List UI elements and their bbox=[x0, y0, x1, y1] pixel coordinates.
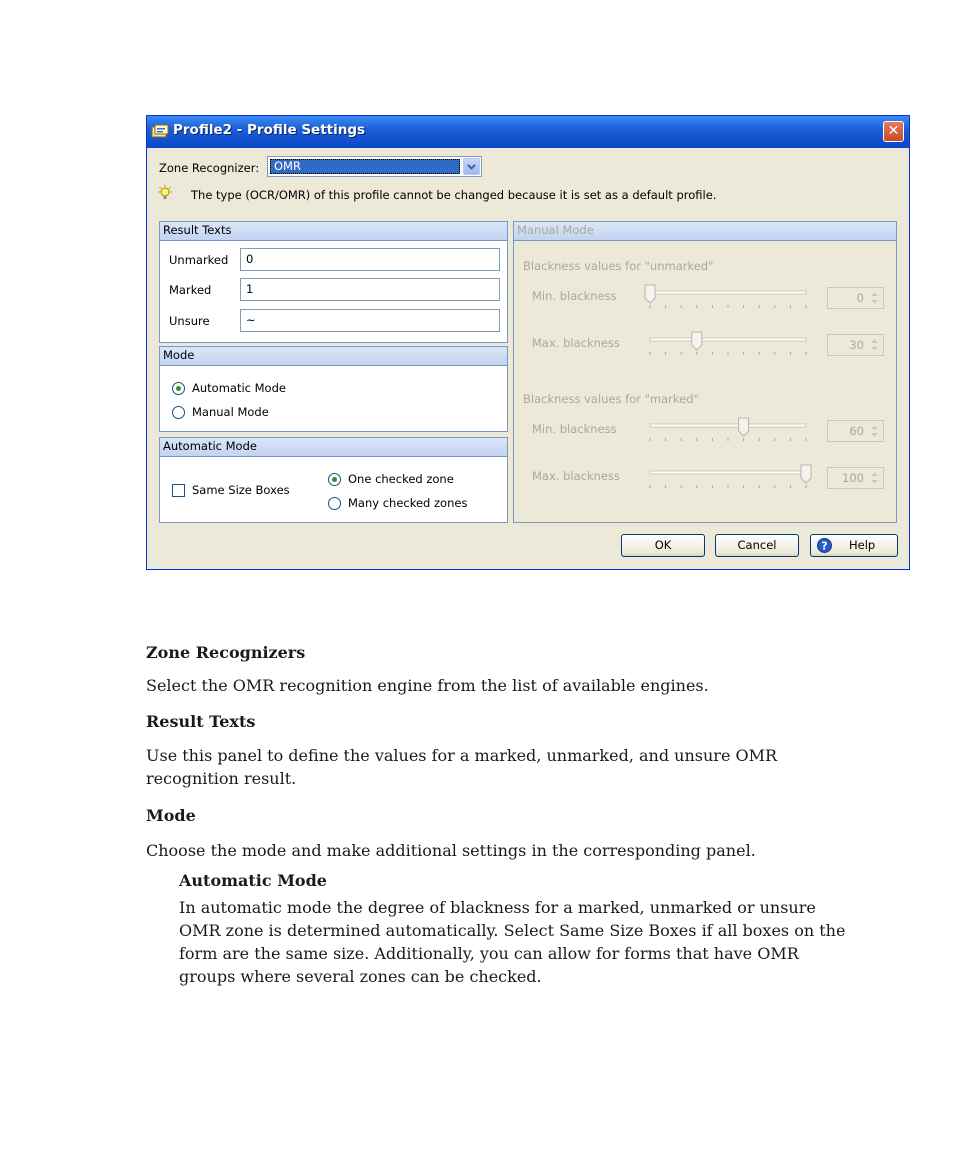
marked-max-label: Max. blackness bbox=[532, 469, 620, 483]
combo-dropdown-button[interactable] bbox=[463, 158, 480, 175]
marked-min-value: 60 bbox=[849, 424, 864, 438]
manual-mode-panel bbox=[513, 221, 897, 523]
close-icon: ✕ bbox=[887, 123, 900, 139]
result-texts-heading: Result Texts bbox=[160, 222, 507, 241]
one-checked-zone-label[interactable]: One checked zone bbox=[348, 472, 454, 486]
marked-max-value: 100 bbox=[842, 471, 864, 485]
slider-graphic bbox=[644, 417, 812, 447]
slider-track bbox=[650, 471, 806, 474]
marked-max-slider[interactable] bbox=[644, 464, 812, 494]
mode-panel bbox=[159, 346, 508, 432]
spin-arrows-icon bbox=[868, 470, 881, 486]
result-texts-text-line2: recognition result. bbox=[146, 769, 297, 788]
cancel-button[interactable]: Cancel bbox=[715, 534, 799, 557]
unmarked-max-label: Max. blackness bbox=[532, 336, 620, 350]
marked-min-spinner[interactable] bbox=[827, 420, 884, 442]
svg-text:?: ? bbox=[821, 539, 828, 553]
mode-text: Choose the mode and make additional settings in the corresponding panel. bbox=[146, 841, 756, 860]
automatic-mode-text-line4: groups where several zones can be checked. bbox=[179, 967, 542, 986]
unsure-input[interactable]: ~ bbox=[240, 309, 500, 332]
one-checked-zone-radio[interactable] bbox=[328, 473, 341, 486]
automatic-mode-text-line3: form are the same size. Additionally, you can allow for forms that have OMR bbox=[179, 944, 799, 963]
unmarked-input[interactable]: 0 bbox=[240, 248, 500, 271]
spin-arrows-icon bbox=[868, 337, 881, 353]
mode-doc-heading: Mode bbox=[146, 806, 196, 825]
slider-thumb[interactable] bbox=[739, 418, 749, 436]
marked-input[interactable]: 1 bbox=[240, 278, 500, 301]
slider-track bbox=[650, 424, 806, 427]
zone-recognizer-label: Zone Recognizer: bbox=[159, 161, 260, 175]
slider-thumb[interactable] bbox=[692, 332, 702, 350]
automatic-mode-heading: Automatic Mode bbox=[160, 438, 507, 457]
slider-thumb[interactable] bbox=[645, 285, 655, 303]
zone-recognizers-heading: Zone Recognizers bbox=[146, 643, 306, 662]
dialog-title: Profile2 - Profile Settings bbox=[173, 122, 366, 138]
automatic-mode-text-line1: In automatic mode the degree of blackness for a marked, unmarked or unsure bbox=[179, 898, 816, 917]
many-checked-zones-label[interactable]: Many checked zones bbox=[348, 496, 468, 510]
title-bar[interactable] bbox=[147, 116, 909, 148]
automatic-mode-radio[interactable] bbox=[172, 382, 185, 395]
automatic-mode-label[interactable]: Automatic Mode bbox=[192, 381, 286, 395]
zone-recognizer-select[interactable] bbox=[267, 156, 482, 177]
unsure-label: Unsure bbox=[169, 314, 210, 328]
automatic-mode-text-line2: OMR zone is determined automatically. Select Same Size Boxes if all boxes on the bbox=[179, 921, 846, 940]
help-icon bbox=[817, 538, 832, 553]
result-texts-doc-heading: Result Texts bbox=[146, 712, 256, 731]
manual-mode-radio[interactable] bbox=[172, 406, 185, 419]
unmarked-min-spinner[interactable] bbox=[827, 287, 884, 309]
slider-graphic bbox=[644, 464, 812, 494]
same-size-boxes-label[interactable]: Same Size Boxes bbox=[192, 483, 290, 497]
ok-button[interactable]: OK bbox=[621, 534, 705, 557]
unmarked-min-slider[interactable] bbox=[644, 284, 812, 314]
slider-graphic bbox=[644, 331, 812, 361]
close-button[interactable] bbox=[883, 121, 904, 142]
unmarked-label: Unmarked bbox=[169, 253, 229, 267]
marked-label: Marked bbox=[169, 283, 212, 297]
settings-window-icon bbox=[151, 124, 169, 138]
marked-max-spinner[interactable] bbox=[827, 467, 884, 489]
chevron-down-icon bbox=[464, 159, 479, 174]
unmarked-max-slider[interactable] bbox=[644, 331, 812, 361]
many-checked-zones-radio[interactable] bbox=[328, 497, 341, 510]
mode-heading: Mode bbox=[160, 347, 507, 366]
zone-recognizer-value: OMR bbox=[270, 159, 460, 174]
automatic-mode-doc-heading: Automatic Mode bbox=[179, 871, 327, 890]
manual-mode-heading: Manual Mode bbox=[514, 222, 896, 241]
slider-graphic bbox=[644, 284, 812, 314]
same-size-boxes-checkbox[interactable] bbox=[172, 484, 185, 497]
zone-recognizers-text: Select the OMR recognition engine from the list of available engines. bbox=[146, 676, 709, 695]
lightbulb-icon bbox=[157, 185, 173, 201]
help-button[interactable] bbox=[810, 534, 898, 557]
slider-thumb[interactable] bbox=[801, 465, 811, 483]
marked-blackness-group: Blackness values for "marked" bbox=[523, 392, 699, 406]
profile-settings-dialog bbox=[146, 115, 910, 570]
unmarked-blackness-group: Blackness values for "unmarked" bbox=[523, 259, 714, 273]
result-texts-panel bbox=[159, 221, 508, 343]
unmarked-max-spinner[interactable] bbox=[827, 334, 884, 356]
default-profile-info: The type (OCR/OMR) of this profile cannot be changed because it is set as a default profile. bbox=[191, 188, 717, 202]
spin-arrows-icon bbox=[868, 290, 881, 306]
marked-min-label: Min. blackness bbox=[532, 422, 617, 436]
marked-min-slider[interactable] bbox=[644, 417, 812, 447]
result-texts-text-line1: Use this panel to define the values for a marked, unmarked, and unsure OMR bbox=[146, 746, 778, 765]
help-button-label: Help bbox=[849, 538, 876, 552]
slider-track bbox=[650, 291, 806, 294]
slider-track bbox=[650, 338, 806, 341]
manual-mode-label[interactable]: Manual Mode bbox=[192, 405, 269, 419]
unmarked-max-value: 30 bbox=[849, 338, 864, 352]
unmarked-min-value: 0 bbox=[856, 291, 864, 305]
automatic-mode-panel bbox=[159, 437, 508, 523]
spin-arrows-icon bbox=[868, 423, 881, 439]
unmarked-min-label: Min. blackness bbox=[532, 289, 617, 303]
